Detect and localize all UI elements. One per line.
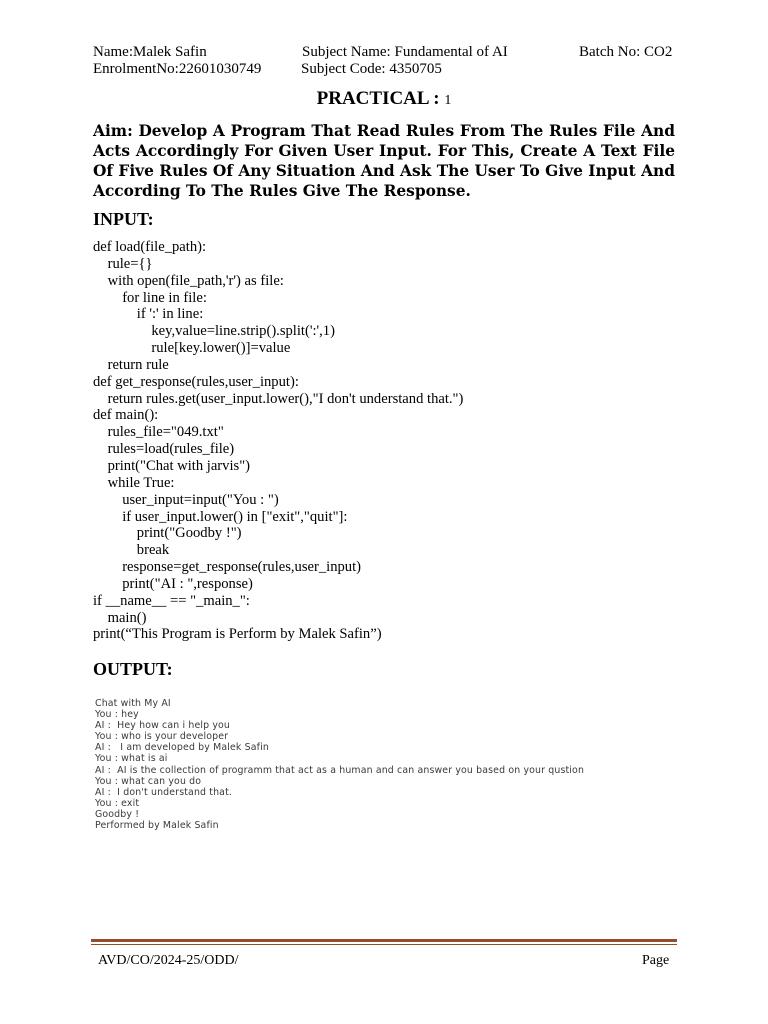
output-heading: OUTPUT: <box>93 659 173 679</box>
console-line: You : hey <box>95 709 139 721</box>
code-line: return rule <box>93 356 169 373</box>
code-line: if user_input.lower() in ["exit","quit"]: <box>93 508 348 525</box>
input-heading: INPUT: <box>93 209 154 229</box>
header-name: Name:Malek Safin <box>93 44 207 60</box>
code-line: if __name__ == "_main_": <box>93 592 250 609</box>
console-line: You : who is your developer <box>95 731 229 743</box>
code-line: rules=load(rules_file) <box>93 441 235 458</box>
code-line: print("Goodby !") <box>93 525 242 542</box>
header-enrolment: EnrolmentNo:22601030749 <box>93 61 262 77</box>
console-line: Goodby ! <box>95 808 140 820</box>
code-line: print("Chat with jarvis") <box>93 457 251 474</box>
header-batch: Batch No: CO2 <box>579 44 673 60</box>
footer-divider-thick <box>91 939 677 942</box>
code-line: response=get_response(rules,user_input) <box>93 559 362 576</box>
console-output-screenshot <box>95 698 584 831</box>
footer-page-label: Page <box>642 953 670 968</box>
aim-paragraph: Aim: Develop A Program That Read Rules From The Rules File And Acts Accordingly For Given User Input. For This, Create A Text File Of Five Rules Of Any Situation And Ask The User To Give Input And According To The Rules Give The Response. <box>93 122 675 200</box>
console-line: You : what is ai <box>95 753 168 765</box>
code-line: break <box>93 542 170 559</box>
code-line: rule[key.lower()]=value <box>93 340 291 357</box>
code-line: return rules.get(user_input.lower(),"I don't understand that.") <box>93 390 464 407</box>
console-line: You : exit <box>95 797 140 809</box>
footer-left-text: AVD/CO/2024-25/ODD/ <box>98 953 239 968</box>
code-line: for line in file: <box>93 289 207 306</box>
console-line: Performed by Malek Safin <box>95 820 219 832</box>
code-block <box>93 239 463 643</box>
code-line: print(“This Program is Perform by Malek Safin”) <box>93 626 382 643</box>
console-line: You : what can you do <box>95 775 202 787</box>
code-line: key,value=line.strip().split(':',1) <box>93 323 335 340</box>
practical-number: 1 <box>444 93 452 108</box>
code-line: print("AI : ",response) <box>93 575 253 592</box>
console-line: Chat with My AI <box>95 698 171 709</box>
code-line: rule={} <box>93 255 153 272</box>
practical-title <box>0 88 768 110</box>
code-line: while True: <box>93 474 175 491</box>
code-line: with open(file_path,'r') as file: <box>93 272 284 289</box>
console-line: AI : AI is the collection of programm that act as a human and can answer you based on your qustion <box>95 764 585 776</box>
header-subject-name: Subject Name: Fundamental of AI <box>302 44 508 60</box>
footer-divider-thin <box>91 944 677 945</box>
code-line: main() <box>93 609 147 626</box>
console-line: AI : I am developed by Malek Safin <box>95 742 269 754</box>
code-line: rules_file="049.txt" <box>93 424 224 441</box>
code-line: if ':' in line: <box>93 306 204 323</box>
console-line: AI : I don't understand that. <box>95 786 233 798</box>
code-line: user_input=input("You : ") <box>93 491 279 508</box>
practical-label: PRACTICAL : <box>316 88 440 109</box>
header-subject-code: Subject Code: 4350705 <box>301 61 442 77</box>
code-line: def load(file_path): <box>93 239 207 255</box>
code-line: def get_response(rules,user_input): <box>93 373 299 390</box>
code-line: def main(): <box>93 407 159 424</box>
console-line: AI : Hey how can i help you <box>95 720 231 732</box>
